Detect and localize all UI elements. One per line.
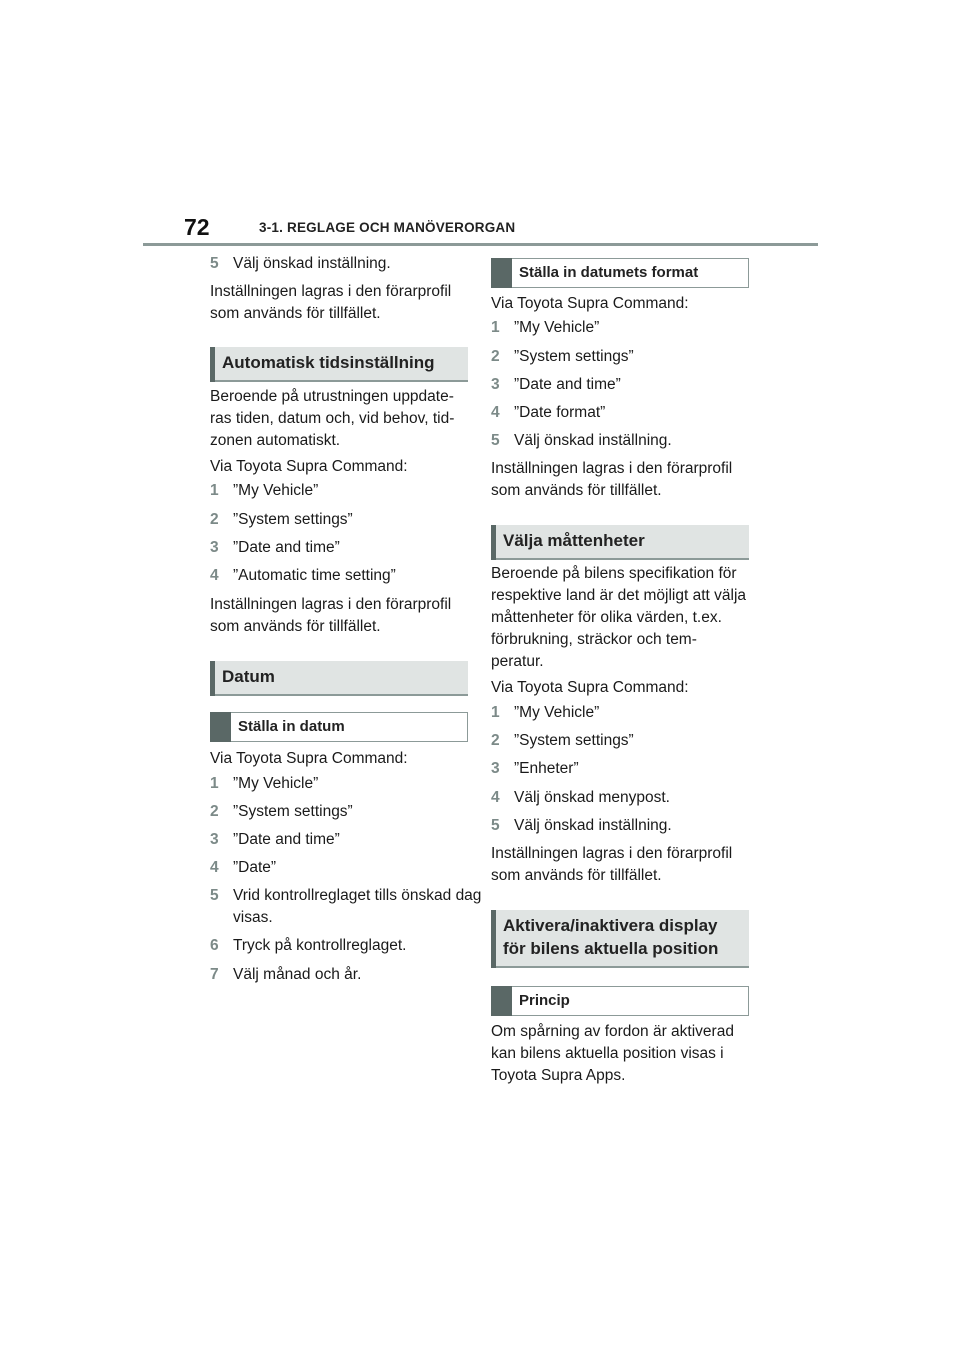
- paragraph: Inställningen lagras i den förarprofil som används för tillfället.: [210, 596, 452, 635]
- section-heading-datum: Datum: [210, 661, 468, 696]
- list-item: [491, 430, 772, 452]
- step-number: 6: [210, 937, 219, 954]
- list-item: [210, 829, 491, 851]
- list-item: [210, 480, 491, 502]
- step-number: 7: [210, 966, 219, 983]
- section-heading-units: Välja måttenheter: [491, 525, 749, 560]
- section-heading-position: Aktivera/inaktivera display för bilens aktuella position: [491, 910, 749, 968]
- step-number: 3: [491, 376, 500, 393]
- paragraph: Via Toyota Supra Command:: [210, 750, 408, 767]
- step-text: ”Date and time”: [233, 539, 340, 556]
- list-item: [491, 787, 772, 809]
- step-number: 5: [491, 432, 500, 449]
- step-text: ”System settings”: [233, 511, 353, 528]
- list-item: [491, 317, 772, 339]
- step-text: ”Date format”: [514, 404, 606, 421]
- step-text: ”Enheter”: [514, 760, 579, 777]
- list-item: [210, 773, 491, 795]
- step-number: 4: [491, 789, 500, 806]
- list-item: [491, 730, 772, 752]
- paragraph: Via Toyota Supra Command:: [491, 679, 689, 696]
- step-number: 2: [491, 348, 500, 365]
- step-number: 1: [210, 775, 219, 792]
- list-item: [210, 801, 491, 823]
- step-text: Vrid kontrollreglaget tills önskad dag visas.: [233, 887, 482, 926]
- page-number: 72: [184, 214, 210, 240]
- step-number: 5: [210, 887, 219, 904]
- step-text: ”System settings”: [514, 348, 634, 365]
- list-item: [210, 935, 491, 957]
- paragraph: Beroende på utrustningen uppdate-ras tiden, datum och, vid behov, tid-zonen automatiskt.: [210, 388, 455, 449]
- subsection-heading-princip: Princip: [491, 986, 749, 1016]
- paragraph: Inställningen lagras i den förarprofil som används för tillfället.: [491, 460, 733, 499]
- list-item: [210, 565, 491, 587]
- step-text: ”System settings”: [233, 803, 353, 820]
- step-number: 2: [210, 511, 219, 528]
- step-number: 3: [491, 760, 500, 777]
- paragraph: Beroende på bilens specifikation för respektive land är det möjligt att välja måttenheter för olika värden, t.ex. förbrukning, sträckor och tem-peratur.: [491, 565, 747, 670]
- step-text: ”My Vehicle”: [514, 319, 600, 336]
- step-number: 3: [210, 831, 219, 848]
- step-text: Välj önskad inställning.: [233, 255, 391, 272]
- paragraph: Via Toyota Supra Command:: [491, 295, 689, 312]
- section-heading-auto: Automatisk tidsinställning: [210, 347, 468, 382]
- chapter-title: 3-1. REGLAGE OCH MANÖVERORGAN: [259, 220, 516, 235]
- list-item: [210, 885, 491, 929]
- step-number: 4: [210, 859, 219, 876]
- step-text: Tryck på kontrollreglaget.: [233, 937, 407, 954]
- step-number: 5: [210, 255, 219, 272]
- list-item: [491, 758, 772, 780]
- list-item: [210, 857, 491, 879]
- header-rule: [143, 243, 818, 246]
- list-item: [491, 702, 772, 724]
- step-text: Välj önskad inställning.: [514, 817, 672, 834]
- paragraph: Inställningen lagras i den förarprofil som används för tillfället.: [491, 845, 733, 884]
- step-number: 4: [210, 567, 219, 584]
- step-text: ”My Vehicle”: [514, 704, 600, 721]
- step-text: ”My Vehicle”: [233, 482, 319, 499]
- step-text: ”My Vehicle”: [233, 775, 319, 792]
- step-text: ”Date”: [233, 859, 277, 876]
- step-number: 1: [491, 704, 500, 721]
- step-number: 5: [491, 817, 500, 834]
- step-number: 4: [491, 404, 500, 421]
- step-number: 3: [210, 539, 219, 556]
- list-item: [491, 815, 772, 837]
- list-item: [491, 374, 772, 396]
- paragraph: Om spårning av fordon är aktiverad kan bilens aktuella position visas i Toyota Supra Apps.: [491, 1023, 734, 1084]
- step-text: Välj månad och år.: [233, 966, 362, 983]
- subsection-heading-format: Ställa in datumets format: [491, 258, 749, 288]
- list-item: [491, 346, 772, 368]
- step-number: 2: [210, 803, 219, 820]
- list-item: [210, 537, 491, 559]
- paragraph: Via Toyota Supra Command:: [210, 458, 408, 475]
- step-text: Välj önskad inställning.: [514, 432, 672, 449]
- step-number: 2: [491, 732, 500, 749]
- list-item: [210, 253, 491, 275]
- list-item: [210, 509, 491, 531]
- paragraph: Inställningen lagras i den förarprofil som används för tillfället.: [210, 283, 452, 322]
- list-item: [491, 402, 772, 424]
- step-number: 1: [210, 482, 219, 499]
- step-text: ”System settings”: [514, 732, 634, 749]
- step-text: ”Automatic time setting”: [233, 567, 396, 584]
- list-item: [210, 964, 491, 986]
- step-text: ”Date and time”: [233, 831, 340, 848]
- step-text: ”Date and time”: [514, 376, 621, 393]
- subsection-heading-datum: Ställa in datum: [210, 712, 468, 742]
- step-text: Välj önskad menypost.: [514, 789, 670, 806]
- step-number: 1: [491, 319, 500, 336]
